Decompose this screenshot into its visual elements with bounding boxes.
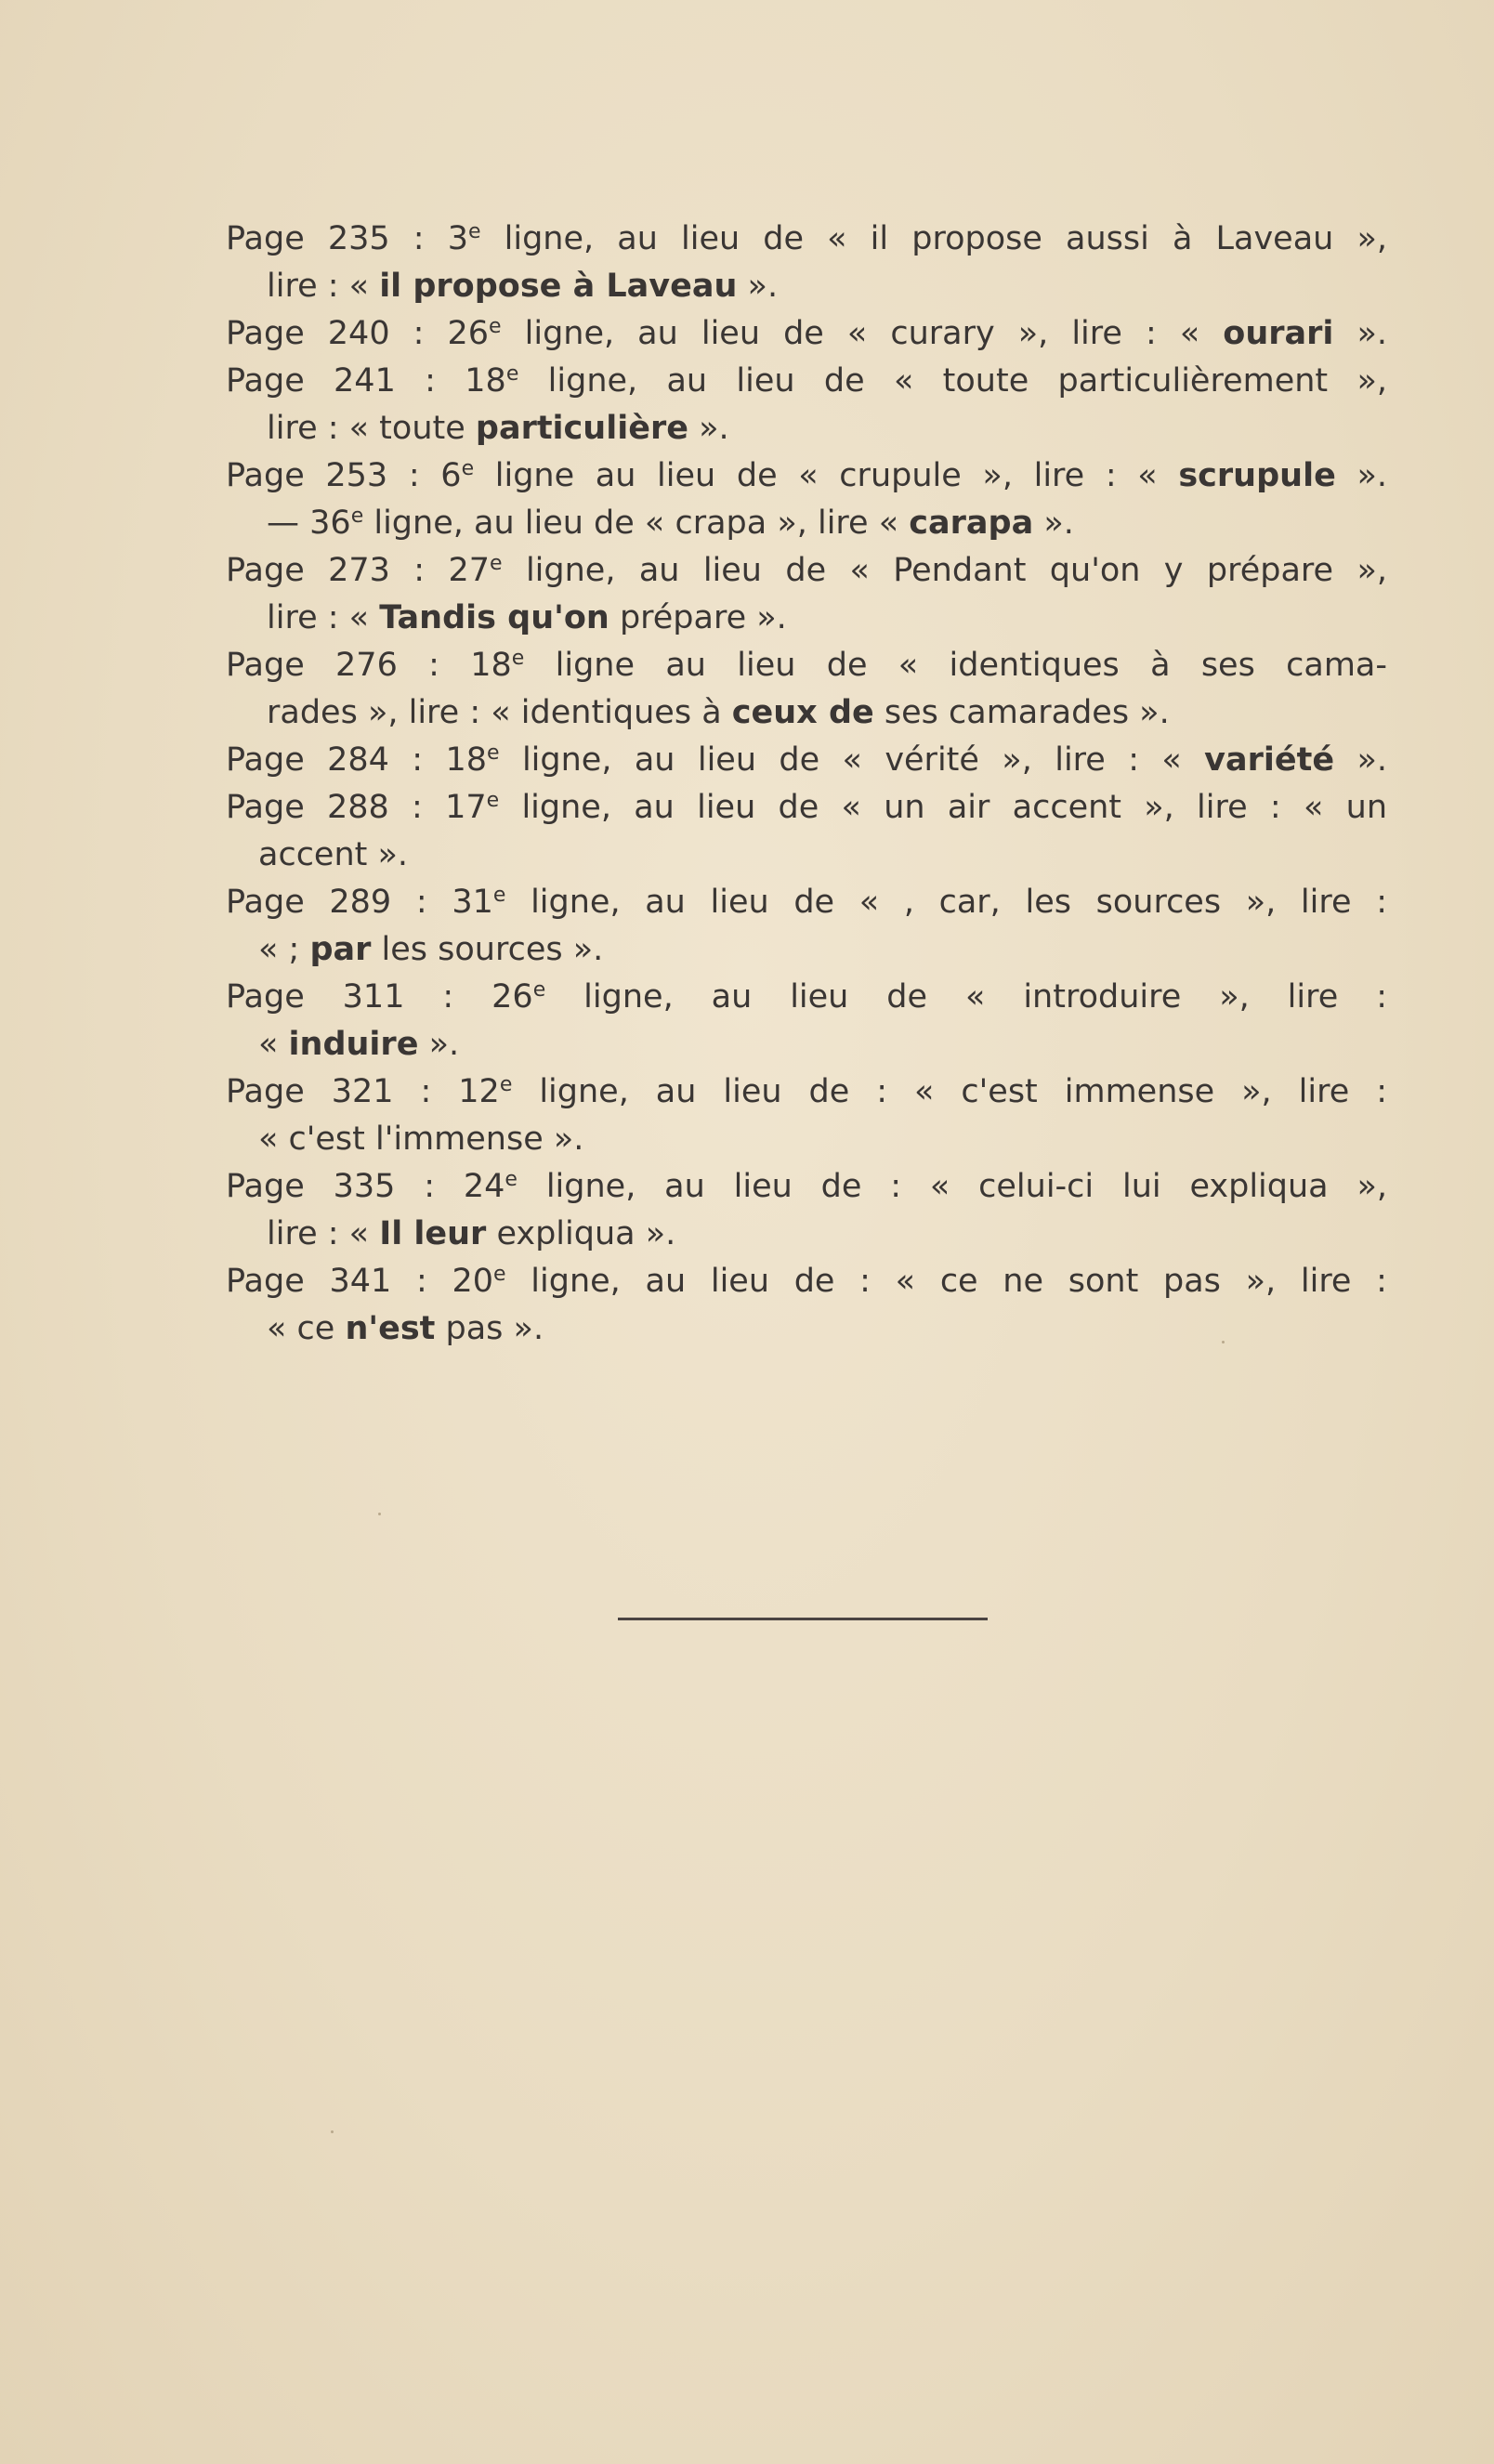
entry-line: Page 311 : 26e ligne, au lieu de « introduire », lire :: [226, 978, 1388, 1016]
paper-speck: [331, 2130, 334, 2133]
entry-continuation: « ce n'est pas ».: [267, 1310, 544, 1347]
errata-entry: [226, 784, 1387, 879]
errata-entry: [226, 452, 1387, 547]
entry-continuation: lire : « Il leur expliqua ».: [267, 1215, 676, 1252]
entry-continuation: rades », lire : « identiques à ceux de ses camarades ».: [267, 694, 1170, 731]
entry-continuation: lire : « il propose à Laveau ».: [267, 268, 779, 305]
correction-text: Il leur: [379, 1215, 487, 1252]
page-ref: Page 284: [226, 741, 389, 779]
errata-entry: [226, 358, 1387, 452]
entry-line: Page 253 : 6e ligne au lieu de « crupule », lire : « scrupule ».: [226, 457, 1387, 494]
correction-text: ceux de: [731, 694, 874, 731]
entry-continuation: « ; par les sources ».: [258, 931, 604, 968]
entry-continuation: « induire ».: [258, 1026, 460, 1063]
errata-list: [226, 216, 1387, 1353]
entry-line: Page 335 : 24e ligne, au lieu de : « celui-ci lui expliqua »,: [226, 1168, 1387, 1205]
correction-text: n'est: [345, 1310, 436, 1347]
entry-line: Page 321 : 12e ligne, au lieu de : « c'est immense », lire :: [226, 1073, 1387, 1110]
errata-entry: [226, 547, 1387, 642]
page-ref: Page 311: [226, 978, 405, 1016]
errata-entry: [226, 737, 1387, 784]
page-ref: Page 276: [226, 647, 398, 684]
correction-text: carapa: [909, 505, 1034, 542]
page-ref: Page 235: [226, 220, 390, 257]
errata-entry: [226, 310, 1387, 358]
entry-continuation: « c'est l'immense ».: [258, 1121, 584, 1158]
entry-line: Page 241 : 18e ligne, au lieu de « toute particulièrement »,: [226, 362, 1387, 400]
correction-text: Tandis qu'on: [379, 599, 609, 636]
errata-sub-entry: — 36e ligne, au lieu de « crapa », lire « carapa ».: [267, 505, 1074, 542]
correction-text: scrupule: [1178, 457, 1336, 494]
errata-entry: [226, 1258, 1387, 1353]
page-ref: Page 289: [226, 884, 392, 921]
entry-line: Page 288 : 17e ligne, au lieu de « un air accent », lire : « un: [226, 789, 1387, 826]
page-ref: Page 341: [226, 1263, 392, 1300]
entry-continuation: lire : « Tandis qu'on prépare ».: [267, 599, 787, 636]
errata-entry: [226, 879, 1387, 974]
correction-text: particulière: [475, 410, 688, 447]
page-ref: Page 321: [226, 1073, 394, 1110]
correction-text: par: [309, 931, 372, 968]
errata-entry: [226, 974, 1387, 1068]
errata-entry: [226, 1163, 1387, 1258]
correction-text: induire: [288, 1026, 419, 1063]
entry-line: Page 235 : 3e ligne, au lieu de « il propose aussi à Laveau »,: [226, 220, 1387, 257]
entry-continuation: lire : « toute particulière ».: [267, 410, 729, 447]
page-ref: Page 240: [226, 315, 390, 352]
entry-line: Page 240 : 26e ligne, au lieu de « curary », lire : « ourari ».: [226, 315, 1387, 352]
page-ref: Page 288: [226, 789, 389, 826]
end-rule: [618, 1618, 988, 1620]
entry-line: Page 276 : 18e ligne au lieu de « identiques à ses cama-: [226, 647, 1387, 684]
page-ref: Page 273: [226, 552, 390, 589]
entry-line: Page 273 : 27e ligne, au lieu de « Pendant qu'on y prépare »,: [226, 552, 1387, 589]
errata-entry: [226, 642, 1387, 737]
entry-line: Page 341 : 20e ligne, au lieu de : « ce ne sont pas », lire :: [226, 1263, 1387, 1300]
paper-speck: [1222, 1341, 1225, 1343]
paper-speck: [378, 1513, 381, 1515]
entry-continuation: accent ».: [258, 836, 409, 873]
correction-text: il propose à Laveau: [379, 268, 738, 305]
entry-line: Page 289 : 31e ligne, au lieu de « , car, les sources », lire :: [226, 884, 1387, 921]
errata-entry: [226, 216, 1387, 310]
page-ref: Page 335: [226, 1168, 396, 1205]
entry-line: Page 284 : 18e ligne, au lieu de « vérité », lire : « variété ».: [226, 741, 1387, 779]
page-ref: Page 241: [226, 362, 396, 400]
correction-text: ourari: [1223, 315, 1334, 352]
correction-text: variété: [1204, 741, 1335, 779]
page-ref: Page 253: [226, 457, 388, 494]
errata-entry: [226, 1068, 1387, 1163]
